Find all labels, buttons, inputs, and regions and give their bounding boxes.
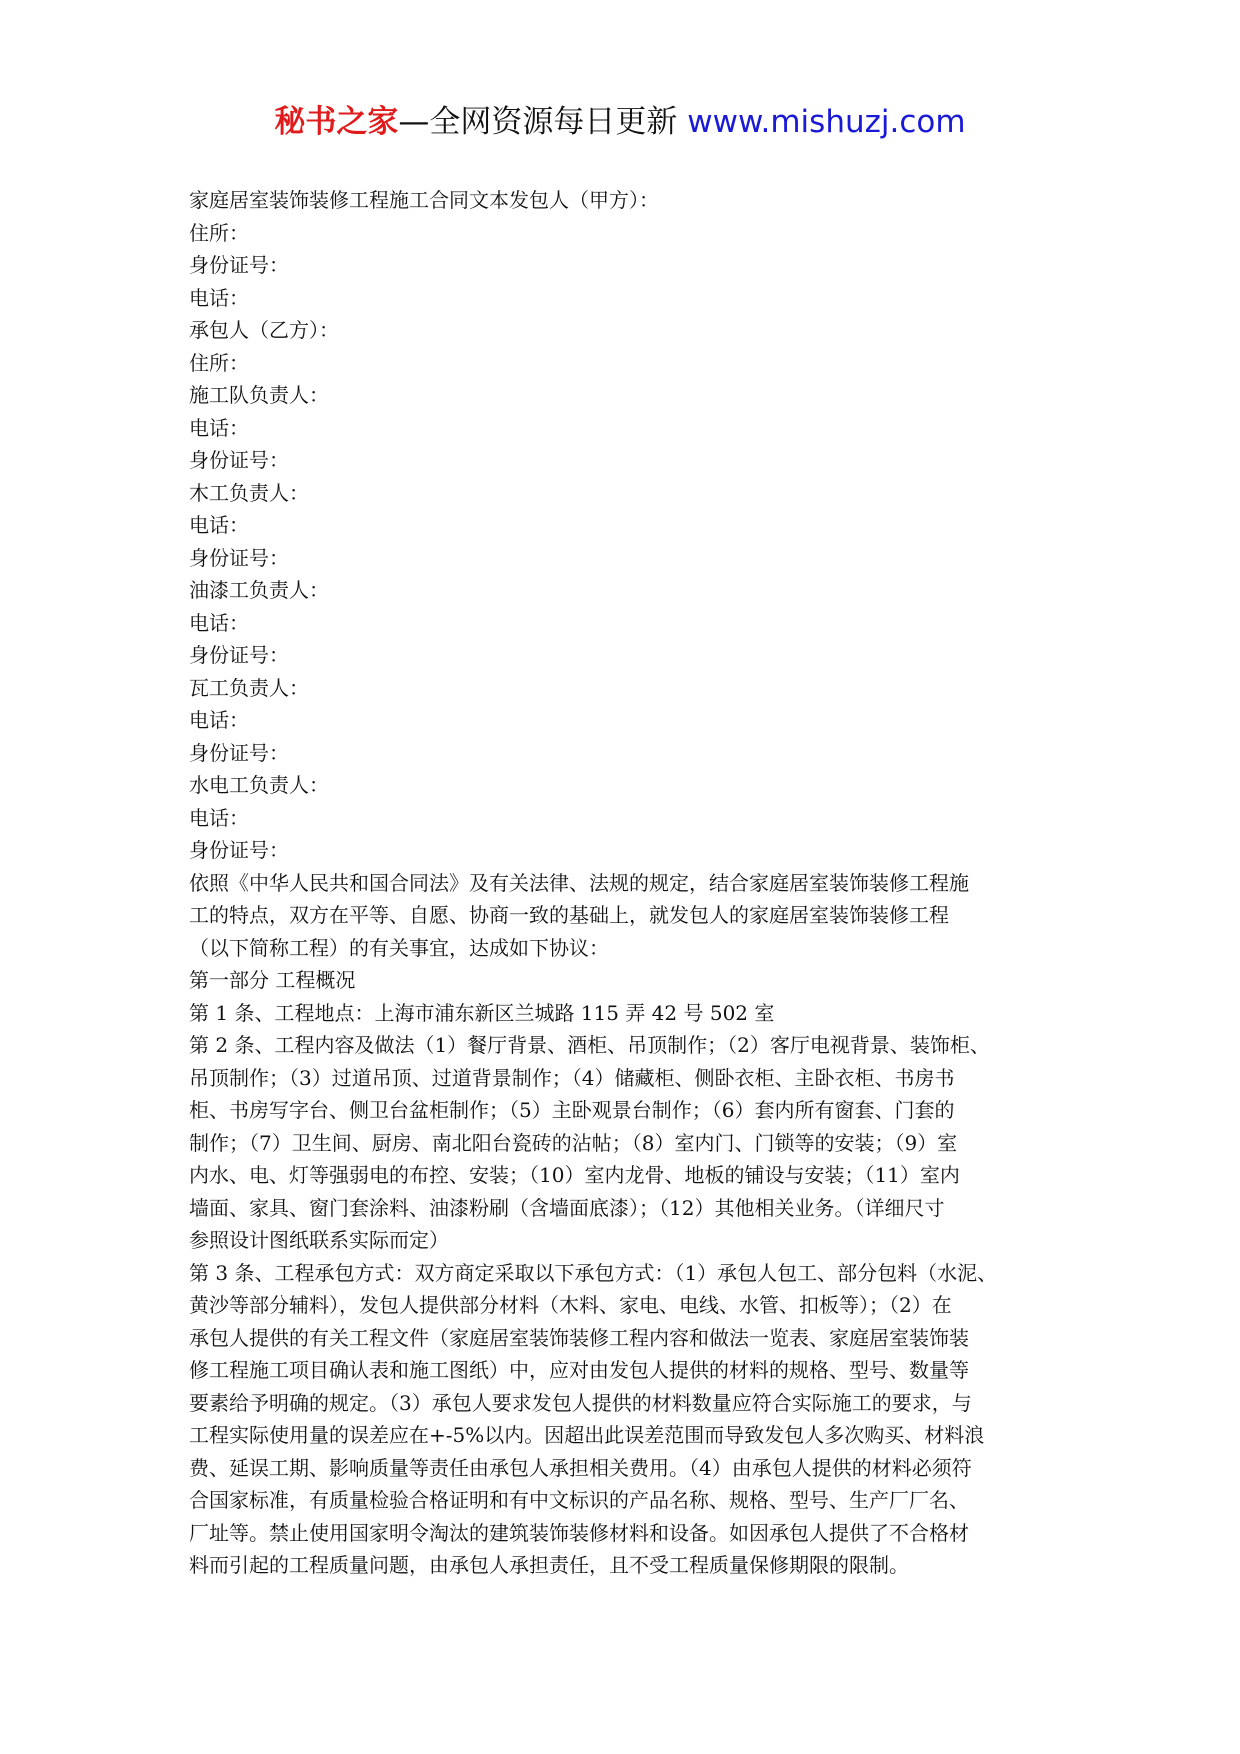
document-line: 依照《中华人民共和国合同法》及有关法律、法规的规定，结合家庭居室装饰装修工程施 — [189, 870, 969, 895]
document-line: 吊顶制作；（3）过道吊顶、过道背景制作；（4）储藏柜、侧卧衣柜、主卧衣柜、书房书 — [189, 1065, 955, 1090]
document-line: 身份证号： — [189, 740, 289, 765]
document-line: 参照设计图纸联系实际而定） — [189, 1228, 449, 1252]
document-line: 家庭居室装饰装修工程施工合同文本发包人（甲方）： — [189, 188, 659, 212]
document-line: 工程实际使用量的误差应在+-5%以内。因超出此误差范围而导致发包人多次购买、材料浪 — [189, 1423, 985, 1447]
site-watermark-header — [0, 100, 1240, 144]
document-line: 厂址等。禁止使用国家明令淘汰的建筑装饰装修材料和设备。如因承包人提供了不合格材 — [189, 1520, 969, 1545]
document-line: 黄沙等部分辅料），发包人提供部分材料（木料、家电、电线、水管、扣板等）；（2）在 — [189, 1293, 952, 1317]
document-line: 要素给予明确的规定。（3）承包人要求发包人提供的材料数量应符合实际施工的要求，与 — [189, 1390, 972, 1415]
document-line: 身份证号： — [189, 253, 289, 277]
document-line: 身份证号： — [189, 545, 289, 570]
document-line: 合国家标准，有质量检验合格证明和有中文标识的产品名称、规格、型号、生产厂厂名、 — [189, 1488, 969, 1512]
document-line: 修工程施工项目确认表和施工图纸）中，应对由发包人提供的材料的规格、型号、数量等 — [189, 1358, 969, 1382]
document-line: 电话： — [189, 415, 249, 440]
document-line: 制作；（7）卫生间、厨房、南北阳台瓷砖的沾帖；（8）室内门、门锁等的安装；（9）室 — [189, 1130, 958, 1155]
document-line: 第一部分 工程概况 — [189, 968, 356, 992]
site-url: www.mishuzj.com — [687, 104, 966, 140]
document-line: 费、延误工期、影响质量等责任由承包人承担相关费用。（4）由承包人提供的材料必须符 — [189, 1455, 972, 1480]
document-line: 身份证号： — [189, 838, 289, 862]
document-line: 第 2 条、工程内容及做法（1）餐厅背景、酒柜、吊顶制作；（2）客厅电视背景、装饰柜、 — [189, 1033, 990, 1057]
document-line: 住所： — [189, 350, 249, 375]
contract-body — [189, 184, 1069, 1582]
document-line: 料而引起的工程质量问题，由承包人承担责任，且不受工程质量保修期限的限制。 — [189, 1553, 909, 1577]
document-line: 电话： — [189, 805, 249, 830]
document-line: 工的特点，双方在平等、自愿、协商一致的基础上，就发包人的家庭居室装饰装修工程 — [189, 903, 949, 927]
document-line: 电话： — [189, 610, 249, 635]
document-line: （以下简称工程）的有关事宜，达成如下协议： — [189, 935, 609, 960]
brand-name: 秘书之家 — [274, 104, 399, 140]
document-line: 施工队负责人： — [189, 383, 329, 407]
document-line: 承包人（乙方）： — [189, 318, 339, 342]
document-line: 水电工负责人： — [189, 773, 329, 797]
document-line: 内水、电、灯等强弱电的布控、安装；（10）室内龙骨、地板的铺设与安装；（11）室内 — [189, 1163, 960, 1187]
document-line: 油漆工负责人： — [189, 578, 329, 602]
document-line: 电话： — [189, 708, 249, 732]
document-line: 瓦工负责人： — [189, 675, 309, 700]
document-line: 木工负责人： — [189, 480, 309, 505]
document-line: 第 1 条、工程地点：上海市浦东新区兰城路 115 弄 42 号 502 室 — [189, 1000, 775, 1025]
document-line: 墙面、家具、窗门套涂料、油漆粉刷（含墙面底漆）；（12）其他相关业务。（详细尺寸 — [189, 1195, 945, 1220]
document-line: 电话： — [189, 285, 249, 310]
document-line: 身份证号： — [189, 643, 289, 667]
document-line: 身份证号： — [189, 448, 289, 472]
document-line: 柜、书房写字台、侧卫台盆柜制作；（5）主卧观景台制作；（6）套内所有窗套、门套的 — [189, 1098, 955, 1122]
document-line: 电话： — [189, 513, 249, 537]
document-line: 第 3 条、工程承包方式：双方商定采取以下承包方式：（1）承包人包工、部分包料（水泥、 — [189, 1260, 998, 1285]
brand-slogan: —全网资源每日更新 — [398, 104, 688, 140]
document-line: 承包人提供的有关工程文件（家庭居室装饰装修工程内容和做法一览表、家庭居室装饰装 — [189, 1325, 969, 1350]
document-line: 住所： — [189, 220, 249, 245]
